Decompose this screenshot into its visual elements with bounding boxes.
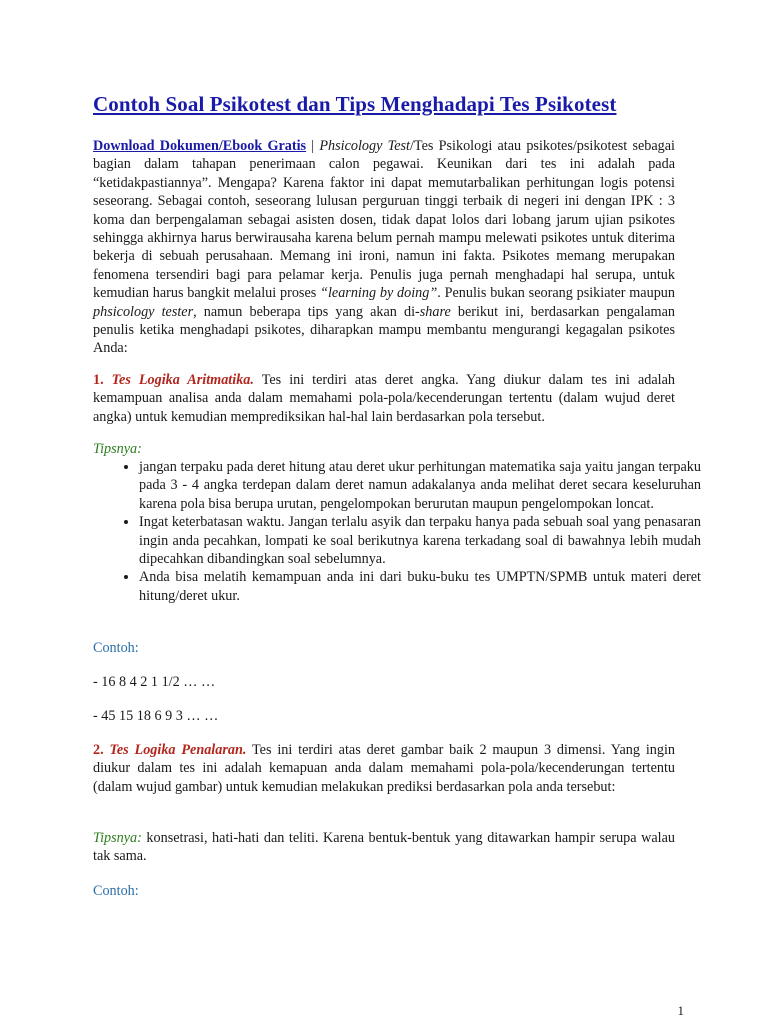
section2-paragraph [93,741,675,796]
section1-tips-list [113,458,701,605]
intro-paragraph [93,137,675,358]
phsicology-test-label: Phsicology Test [319,138,410,154]
section1-heading: Tes Logika Aritmatika. [111,372,254,388]
section2-tips-text: konsetrasi, hati-hati dan teliti. Karena bentuk-bentuk yang ditawarkan hampir serupa walau tak sama. [93,830,675,865]
section1-example-2: - 45 15 18 6 9 3 … … [93,708,219,724]
section1-number: 1. [93,372,104,388]
section1-paragraph [93,371,675,426]
section2-heading: Tes Logika Penalaran. [109,742,247,758]
list-item: • Anda bisa melatih kemampuan anda ini dari buku-buku tes UMPTN/SPMB untuk materi deret hitung/deret ukur. [139,568,701,605]
share-word: share [419,303,451,320]
section2-tips-paragraph [93,829,675,866]
section2-number: 2. [93,742,104,758]
section2-tips-label: Tipsnya: [93,830,142,846]
list-item: • Ingat keterbatasan waktu. Jangan terlalu asyik dan terpaku hanya pada sebuah soal yang penasaran ingin anda pecahkan, lompati ke soal berikutnya karena terkadang soal di bawahnya lebih mudah dipecahkan dibandingkan soal sebelumnya. [139,513,701,568]
section2-contoh-label: Contoh: [93,883,139,899]
phsicology-tester: phsicology tester [93,303,194,320]
intro-text-2: . Penulis bukan seorang psikiater maupun [437,285,675,302]
intro-text-1: /Tes Psikologi atau psikotes/psikotest sebagai bagian dalam tahapan penerimaan calon pegawai. Keunikan dari tes ini adalah pada “ketidakpastiannya”. Mengapa? Karena faktor ini dapat memutarbalikan perhitungan logis potensi seseorang. Sebagai contoh, seseorang lulusan perguruan tinggi terbaik di negeri ini dengan IPK : 3 koma dan berpengalaman sebagai asisten dosen, tidak dapat lolos dari lobang jarum ujian psikotes sehingga akhirnya harus berwirausaha karena belum pernah mampu melewati psikotes untuk diterima bekerja di sebuah perusahaan. Memang ini ironi, namun ini fakta. Psikotes memang merupakan fenomena tersendiri bagi para pelamar kerja. Penulis juga pernah menghadapi hal serupa, untuk kemudian harus bangkit melalui proses [93,138,675,302]
intro-text-3: , namun beberapa tips yang akan di- [193,303,420,320]
learning-by-doing: “learning by doing” [320,285,438,302]
intro-separator: | [306,138,320,154]
section2-text: Tes ini terdiri atas deret gambar baik 2 maupun 3 dimensi. Yang ingin diukur dalam tes ini adalah kemapuan anda dalam memahami pola-pola/kecenderungan tertentu (dalam wujud gambar) untuk kemudian melakukan prediksi berdasarkan pola anda tersebut: [93,742,676,795]
page-number: 1 [677,1003,684,1018]
section1-contoh-label: Contoh: [93,640,139,656]
intro-text-4: berikut ini, berdasarkan pengalaman penulis ketika menghadapi psikotes, diharapkan mampu membantu mengurangi kegagalan psikotes Anda: [93,303,675,357]
section1-tips-label: Tipsnya: [93,441,142,457]
section1-text: Tes ini terdiri atas deret angka. Yang diukur dalam tes ini adalah kemampuan analisa anda dalam memahami pola-pola/kecenderungan tertentu (dalam wujud deret angka) untuk kemudian memprediksikan hal-hal lain berdasarkan pola tersebut. [93,372,675,425]
list-item: • jangan terpaku pada deret hitung atau deret ukur perhitungan matematika saja yaitu jangan terpaku pada 3 - 4 angka terdepan dalam deret namun adakalanya anda melihat deret secara keseluruhan karena pola bisa berupa urutan, pengelompokan berurutan maupun pengelompokan loncat. [139,458,701,513]
download-link[interactable]: Download Dokumen/Ebook Gratis [93,138,307,154]
page-title[interactable]: Contoh Soal Psikotest dan Tips Menghadapi Tes Psikotest [93,92,617,116]
section1-example-1: - 16 8 4 2 1 1/2 … … [93,674,216,690]
